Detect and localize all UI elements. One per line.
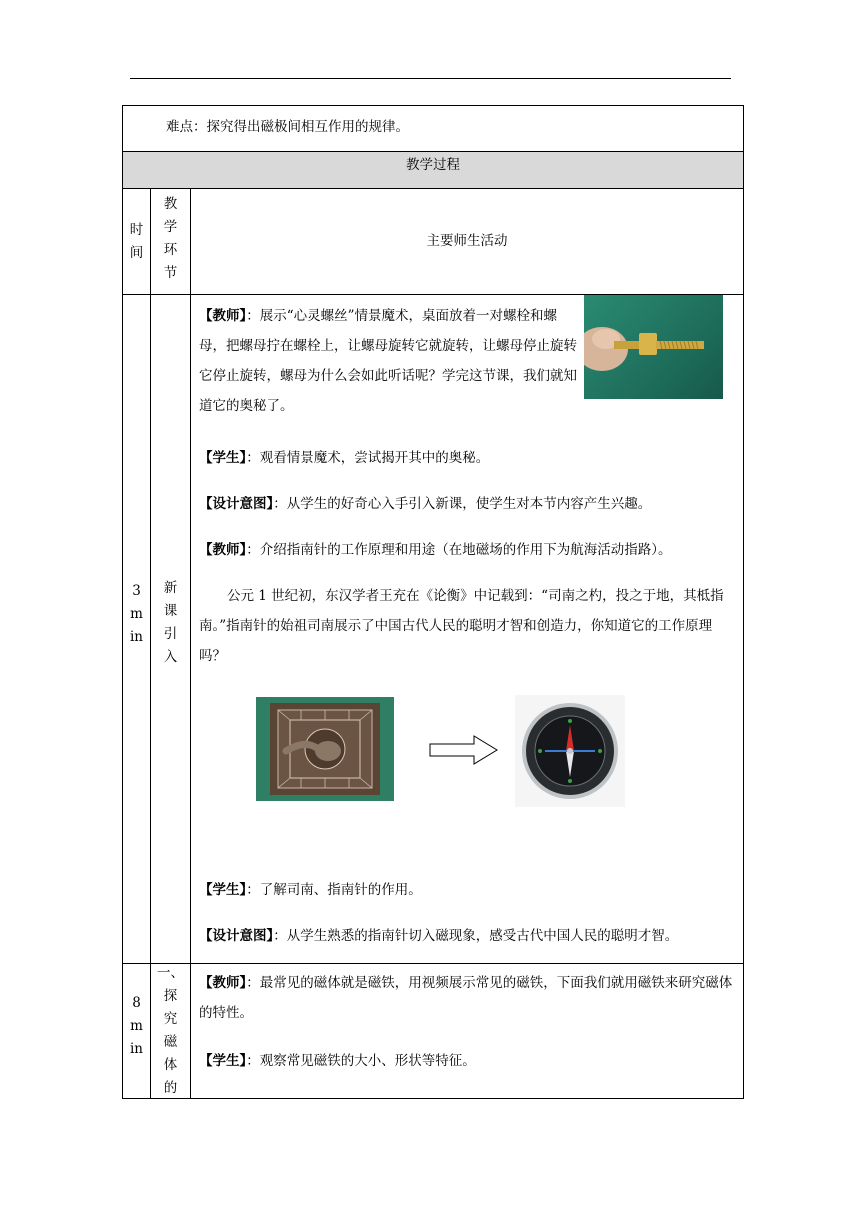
row1-p7: 【设计意图】：从学生熟悉的指南针切入磁现象，感受古代中国人民的聪明才智。	[199, 928, 679, 944]
row1-step: 新 课 引 入	[163, 580, 178, 665]
difficulty-cell	[122, 105, 744, 152]
compass-photo	[515, 695, 625, 807]
header-step-cell	[150, 188, 191, 295]
bolt-nut-photo	[584, 295, 723, 399]
row2-step: 一、 探 究 磁 体 的	[157, 965, 184, 1096]
header-main-cell	[190, 188, 744, 295]
right-arrow-icon	[429, 735, 499, 765]
process-title: 教学过程	[406, 157, 460, 173]
row1-p4: 【教师】：介绍指南针的工作原理和用途（在地磁场的作用下为航海活动指路）。	[199, 542, 672, 558]
row1-step-cell	[150, 294, 191, 964]
header-time: 时 间	[129, 222, 144, 261]
difficulty-text: 难点：探究得出磁极间相互作用的规律。	[166, 119, 409, 135]
row2-p2: 【学生】：观察常见磁铁的大小、形状等特征。	[199, 1053, 476, 1069]
row1-p1: 【教师】：展示“心灵螺丝”情景魔术，桌面放着一对螺栓和螺母，把螺母拧在螺栓上，让螺母旋转它就旋转，让螺母停止旋转它停止旋转，螺母为什么会如此听话呢？学完这节课，我们就知道它的奥秘了。	[199, 308, 577, 414]
header-time-cell	[122, 188, 151, 295]
row1-time: 3 m in	[129, 583, 143, 645]
sinan-spoon-photo	[256, 697, 394, 801]
row2-time: 8 m in	[129, 995, 143, 1057]
row2-step-cell	[150, 963, 191, 1099]
header-rule	[130, 78, 731, 79]
row1-p5: 公元 1 世纪初，东汉学者王充在《论衡》中记载到：“司南之杓，投之于地，其柢指南。”指南针的始祖司南展示了中国古代人民的聪明才智和创造力，你知道它的工作原理吗？	[199, 588, 724, 664]
row1-time-cell	[122, 294, 151, 964]
row1-p6: 【学生】：了解司南、指南针的作用。	[199, 882, 422, 898]
row2-main-cell	[190, 963, 744, 1099]
header-main: 主要师生活动	[426, 233, 508, 249]
row1-p2: 【学生】：观看情景魔术，尝试揭开其中的奥秘。	[199, 450, 490, 466]
row1-main-cell	[190, 294, 744, 964]
row2-p1: 【教师】：最常见的磁体就是磁铁，用视频展示常见的磁铁，下面我们就用磁铁来研究磁体的特性。	[199, 975, 733, 1021]
row1-p3: 【设计意图】：从学生的好奇心入手引入新课，使学生对本节内容产生兴趣。	[199, 496, 652, 512]
row2-time-cell	[122, 963, 151, 1099]
header-step: 教 学 环 节	[163, 196, 178, 281]
process-title-cell	[122, 151, 744, 189]
